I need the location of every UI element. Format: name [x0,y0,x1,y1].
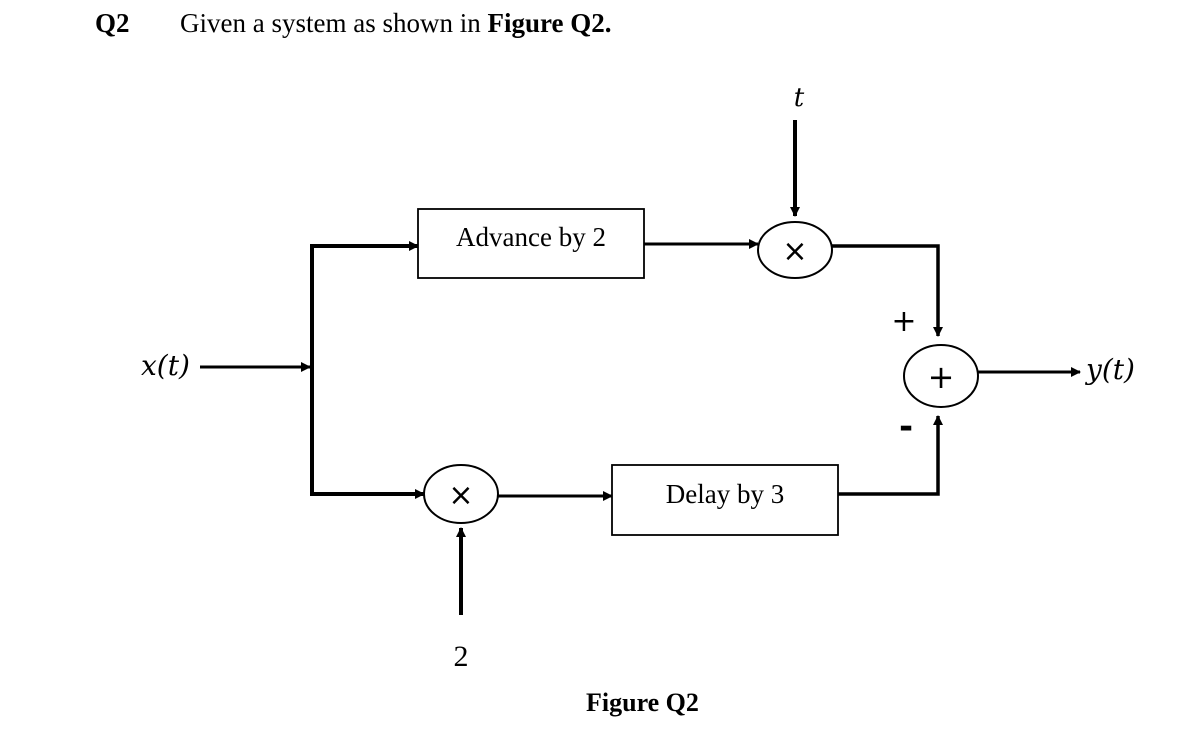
delay-to-adder-line [838,416,938,494]
output-label: y(t) [1086,353,1135,386]
bottom-multiplier-input-label: 2 [453,640,469,673]
question-text-end: . [604,8,612,38]
top-multiplier-symbol: × [782,234,808,269]
question-figure-ref: Figure Q2 [487,8,605,38]
input-label: x(t) [141,349,190,382]
question-text-start: Given a system as shown in [180,8,488,38]
delay-block-label: Delay by 3 [665,479,785,509]
top-multiplier-input-label: t [793,83,805,113]
bottom-multiplier-symbol: × [448,478,474,513]
question-number: Q2 [95,8,130,38]
top-to-adder-line [832,246,938,336]
figure-caption: Figure Q2 [586,688,699,717]
adder-bottom-sign: - [898,407,914,447]
adder-symbol: + [927,358,955,396]
adder-top-sign: + [891,304,917,339]
advance-block-label: Advance by 2 [456,222,606,252]
